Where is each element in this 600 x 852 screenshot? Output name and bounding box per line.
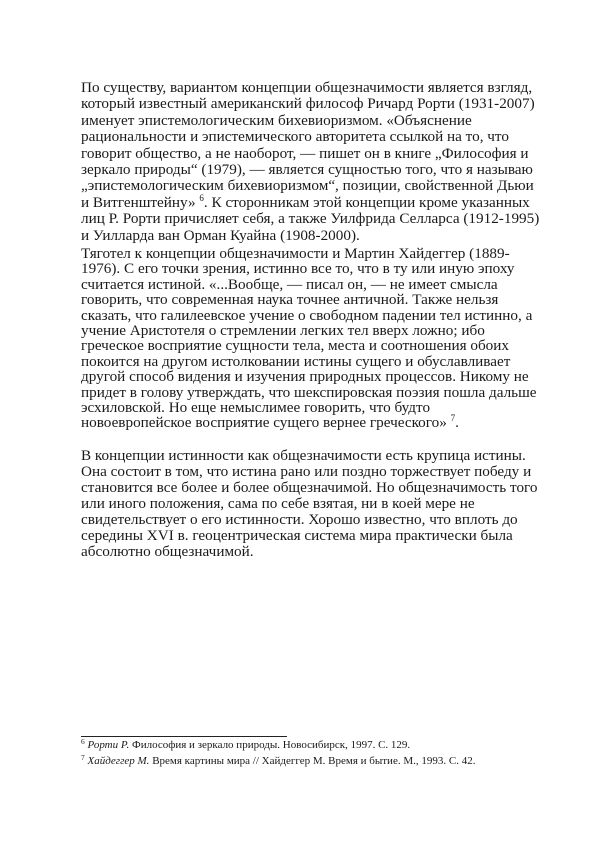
paragraph-rorty (81, 80, 539, 244)
text-line: эсхиловской. Но еще немыслимее говорить, что будто (81, 398, 431, 416)
text-line: греческое восприятие сущности тела, места и соотношения обоих (81, 337, 510, 355)
text-line: считается истиной. «...Вообще, — писал он, — не имеет смысла (81, 275, 498, 293)
text-line: становится все более и более общезначимой. Но общезначимость того (81, 479, 538, 496)
text-line: или иного положения, сама по себе взятая, ни в коей мере не (81, 495, 475, 512)
text-line: середины XVI в. геоцентрическая система мира практически была (81, 527, 513, 544)
text-segment: новоевропейское восприятие сущего вернее греческого» (81, 414, 451, 432)
footnote-author: Рорти Р. (87, 739, 130, 751)
text-line: сказать, что галилеевское учение о свободном падении тел истинно, а (81, 306, 533, 324)
text-line: другой способ видения и изучения природных процессов. Никому не (81, 368, 529, 386)
text-line: придет в голову утверждать, что шекспировская поэзия пошла дальше (81, 383, 537, 401)
paragraph-conclusion (81, 448, 537, 560)
text-line: говорить, что современная наука точнее античной. Также нельзя (81, 291, 499, 309)
text-line: В концепции истинности как общезначимости есть крупица истины. (81, 447, 526, 464)
text-line: лиц Р. Рорти причисляет себя, а также Уилфрида Селларса (1912-1995) (81, 210, 540, 228)
text-line: который известный американский философ Ричард Рорти (1931-2007) (81, 95, 535, 113)
footnote-text: Время картины мира // Хайдеггер М. Время и бытие. М., 1993. С. 42. (149, 755, 476, 767)
text-segment: . К сторонникам этой концепции кроме указанных (203, 193, 530, 211)
text-line: покоится на другом истолковании истины сущего и обуславливает (81, 352, 511, 370)
text-line: свидетельствует о его истинности. Хорошо известно, что вплоть до (81, 511, 518, 528)
text-line: учение Аристотеля о стремлении легких тел вверх ложно; ибо (81, 321, 485, 339)
text-segment: . (455, 414, 459, 432)
text-line: „эпистемологическим бихевиоризмом“, позиции, свойственной Дьюи (81, 177, 534, 195)
footnote-separator (81, 736, 287, 737)
footnote-number: 6 (81, 737, 85, 746)
text-line: и Уилларда ван Орман Куайна (1908-2000). (81, 226, 360, 244)
footnote-text: Философия и зеркало природы. Новосибирск, 1997. С. 129. (129, 739, 411, 751)
text-line: Она состоит в том, что истина рано или поздно торжествует победу и (81, 463, 532, 480)
text-line (81, 415, 537, 430)
text-line (81, 192, 539, 211)
footnote-ref-7[interactable]: 7 (450, 413, 456, 424)
paragraph-heidegger (81, 246, 537, 431)
text-line: именует эпистемологическим бихевиоризмом. «Объяснение (81, 111, 472, 129)
footnote-7 (81, 755, 475, 767)
footnote-author: Хайдеггер М. (87, 755, 150, 767)
text-line: говорит общество, а не наоборот, — пишет он в книге „Философия и (81, 144, 529, 162)
footnote-ref-6[interactable]: 6 (199, 192, 204, 203)
text-line: 1976). С его точки зрения, истинно все то, что в ту или иную эпоху (81, 260, 515, 278)
footnote-6 (81, 739, 410, 751)
text-line: абсолютно общезначимой. (81, 543, 254, 560)
text-line: зеркало природы“ (1979), — является сущностью того, что я называю (81, 160, 533, 178)
text-line: рациональности и эпистемического авторитета ссылкой на то, что (81, 128, 509, 146)
text-line: По существу, вариантом концепции общезначимости является взгляд, (81, 79, 533, 96)
text-line: Тяготел к концепции общезначимости и Мартин Хайдеггер (1889- (81, 245, 510, 262)
text-segment: и Витгенштейну» (81, 193, 200, 211)
footnote-number: 7 (81, 753, 85, 762)
